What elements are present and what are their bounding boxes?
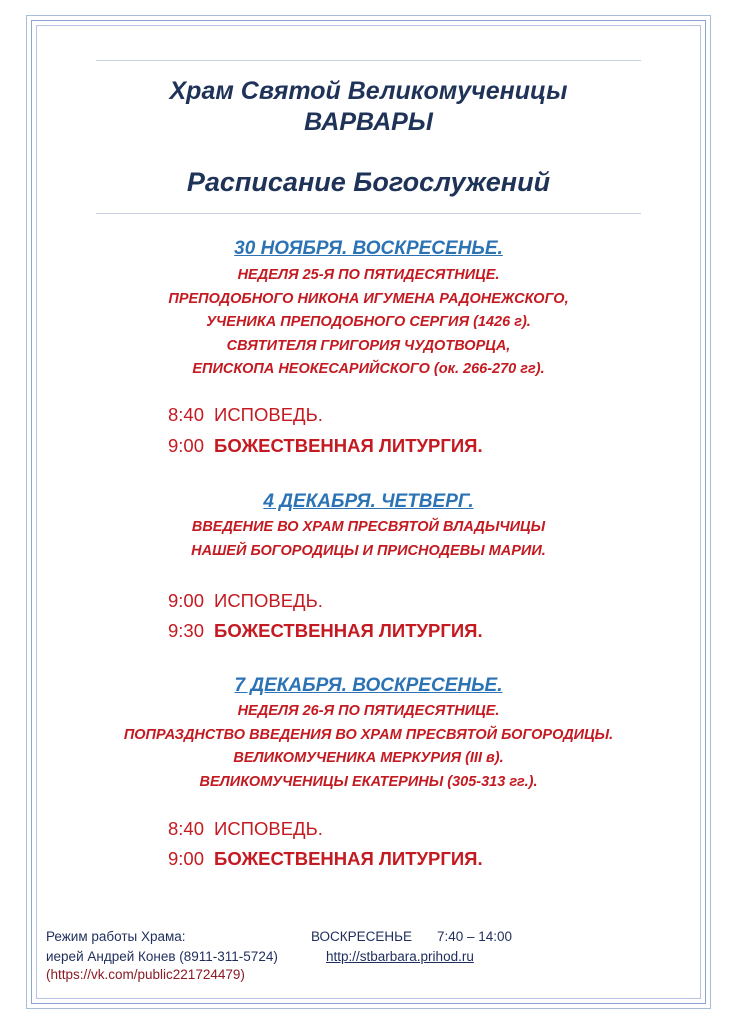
top-divider [96, 60, 641, 61]
hours-day: ВОСКРЕСЕНЬЕ [311, 929, 413, 944]
feast-line: ВЕЛИКОМУЧЕНИЦЫ ЕКАТЕРИНЫ (305-313 гг.). [199, 773, 538, 790]
day-2-date: 4 ДЕКАБРЯ. ЧЕТВЕРГ. [263, 491, 474, 512]
feast-line: ЕПИСКОПА НЕОКЕСАРИЙСКОГО (ок. 266-270 гг). [192, 361, 545, 377]
service-name: ИСПОВЕДЬ. [214, 590, 323, 611]
feast-line: ПОПРАЗДНСТВО ВВЕДЕНИЯ ВО ХРАМ ПРЕСВЯТОЙ БОГОРОДИЦЫ. [123, 726, 614, 743]
day-3-service-liturgy [168, 848, 483, 870]
website-link[interactable]: http://stbarbara.prihod.ru [326, 949, 474, 964]
hours-time: 7:40 – 14:00 [437, 929, 513, 944]
day-3-feast [0, 700, 737, 794]
header-divider [96, 213, 641, 214]
service-time: 9:00 [168, 435, 205, 456]
day-2-feast [0, 516, 737, 563]
day-1-date: 30 НОЯБРЯ. ВОСКРЕСЕНЬЕ. [234, 238, 503, 259]
priest-contact: иерей Андрей Конев (8911-311-5724) [46, 949, 278, 964]
church-name-saint: ВАРВАРЫ [304, 108, 433, 136]
feast-line: НЕДЕЛЯ 25-Я ПО ПЯТИДЕСЯТНИЦЕ. [237, 267, 500, 283]
feast-line: НЕДЕЛЯ 26-Я ПО ПЯТИДЕСЯТНИЦЕ. [237, 703, 500, 719]
day-1-service-confession [168, 404, 323, 426]
service-name: БОЖЕСТВЕННАЯ ЛИТУРГИЯ. [214, 435, 483, 456]
day-1-service-liturgy [168, 435, 483, 457]
service-time: 9:30 [168, 620, 205, 641]
service-name: ИСПОВЕДЬ. [214, 818, 323, 839]
feast-line: ПРЕПОДОБНОГО НИКОНА ИГУМЕНА РАДОНЕЖСКОГО, [168, 290, 569, 307]
day-3-service-confession [168, 818, 323, 840]
day-3-date: 7 ДЕКАБРЯ. ВОСКРЕСЕНЬЕ. [234, 675, 503, 696]
service-time: 9:00 [168, 590, 205, 611]
service-name: ИСПОВЕДЬ. [214, 404, 323, 425]
day-2-service-liturgy [168, 620, 483, 642]
church-name: Храм Святой Великомученицы [169, 77, 568, 105]
service-time: 8:40 [168, 818, 205, 839]
service-name: БОЖЕСТВЕННАЯ ЛИТУРГИЯ. [214, 620, 483, 641]
feast-line: ВВЕДЕНИЕ ВО ХРАМ ПРЕСВЯТОЙ ВЛАДЫЧИЦЫ [191, 519, 546, 535]
feast-line: НАШЕЙ БОГОРОДИЦЫ И ПРИСНОДЕВЫ МАРИИ. [191, 542, 546, 559]
vk-link[interactable]: (https://vk.com/public221724479) [46, 967, 245, 982]
feast-line: СВЯТИТЕЛЯ ГРИГОРИЯ ЧУДОТВОРЦА, [226, 337, 511, 354]
schedule-title: Расписание Богослужений [186, 167, 551, 197]
service-time: 8:40 [168, 404, 205, 425]
feast-line: ВЕЛИКОМУЧЕНИКА МЕРКУРИЯ (III в). [233, 750, 504, 766]
feast-line: УЧЕНИКА ПРЕПОДОБНОГО СЕРГИЯ (1426 г). [206, 314, 531, 330]
day-2-service-confession [168, 590, 323, 612]
day-1-feast [0, 264, 737, 382]
service-name: БОЖЕСТВЕННАЯ ЛИТУРГИЯ. [214, 848, 483, 869]
service-time: 9:00 [168, 848, 205, 869]
hours-label: Режим работы Храма: [46, 929, 186, 944]
